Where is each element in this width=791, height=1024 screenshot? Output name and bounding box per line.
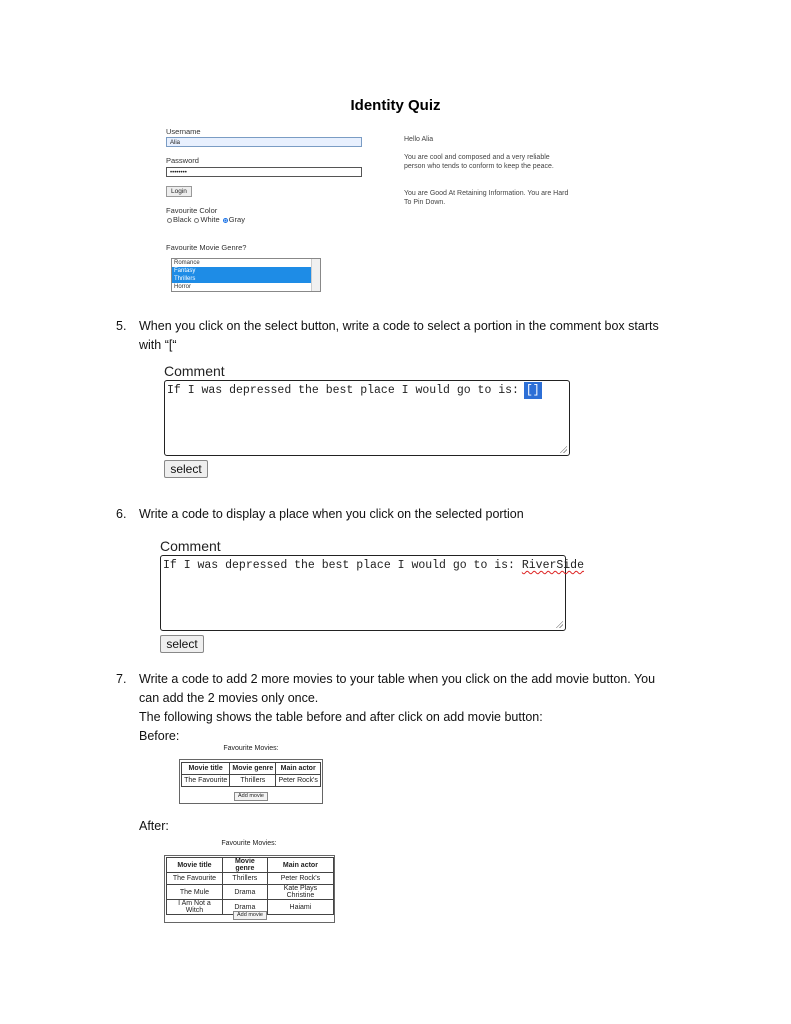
q6-comment-textarea[interactable] (160, 555, 584, 631)
q7-number: 7. (116, 672, 127, 686)
before-table-container (179, 759, 323, 804)
table-header: Movie title (167, 858, 223, 873)
table-cell: The Mule (167, 885, 223, 900)
q5-text-line1: When you click on the select button, write a code to select a portion in the comment box starts (139, 319, 659, 333)
table-header: Main actor (267, 858, 333, 873)
after-table-caption: Favourite Movies: (221, 840, 277, 847)
username-input[interactable]: Alia (166, 137, 362, 147)
table-row (167, 873, 334, 885)
result-text-2: You are Good At Retaining Information. You are Hard To Pin Down. (404, 190, 569, 206)
table-header: Movie title (182, 763, 230, 775)
after-add-movie-button[interactable]: Add movie (233, 911, 267, 920)
quiz-title: Identity Quiz (350, 97, 441, 114)
genre-label: Favourite Movie Genre? (166, 243, 247, 252)
color-radio-group (166, 215, 245, 224)
table-cell: I Am Not a Witch (167, 900, 223, 915)
resize-grip-icon[interactable] (559, 445, 567, 453)
table-row (182, 775, 321, 787)
before-movies-table (181, 762, 321, 787)
radio-gray-label: Gray (228, 215, 245, 224)
table-cell: The Favourite (182, 775, 230, 787)
listbox-scrollbar[interactable] (311, 259, 320, 291)
before-add-movie-button[interactable]: Add movie (234, 792, 268, 801)
q6-comment-text: If I was depressed the best place I would go to is: (163, 559, 522, 572)
username-label: Username (166, 127, 201, 136)
q6-select-button[interactable]: select (160, 635, 204, 653)
radio-white[interactable] (194, 218, 199, 223)
table-header: Main actor (276, 763, 321, 775)
table-row (167, 885, 334, 900)
radio-black-label: Black (173, 215, 192, 224)
table-cell: Thrillers (222, 873, 267, 885)
q5-select-button[interactable]: select (164, 460, 208, 478)
q6-text: Write a code to display a place when you click on the selected portion (139, 507, 524, 521)
table-cell: Peter Rock's (276, 775, 321, 787)
q5-text-line2: with “[“ (139, 338, 177, 352)
q5-comment-text: If I was depressed the best place I would go to is: (167, 384, 526, 397)
hello-text: Hello Alia (404, 136, 434, 143)
result-text-1: You are cool and composed and a very reliable person who tends to conform to keep the peace. (404, 154, 554, 170)
table-cell: Thrillers (230, 775, 276, 787)
q7-text-line2: can add the 2 movies only once. (139, 691, 319, 705)
table-cell: Haiami (267, 900, 333, 915)
q6-number: 6. (116, 507, 127, 521)
q6-place-text[interactable]: RiverSide (521, 559, 584, 572)
q5-comment-label: Comment (164, 363, 225, 379)
q5-number: 5. (116, 319, 127, 333)
genre-option[interactable]: Fantasy (172, 267, 312, 275)
genre-option[interactable]: Romance (174, 260, 200, 266)
radio-white-label: White (200, 215, 220, 224)
resize-grip-icon[interactable] (555, 620, 563, 628)
genre-option[interactable]: Horror (174, 284, 192, 290)
q7-after-label: After: (139, 819, 169, 833)
table-cell: Drama (222, 900, 267, 915)
q7-text-line3: The following shows the table before and after click on add movie button: (139, 710, 543, 724)
password-input[interactable]: •••••••• (166, 167, 362, 177)
q7-before-label: Before: (139, 729, 180, 743)
radio-black[interactable] (167, 218, 172, 223)
password-label: Password (166, 156, 199, 165)
table-header: Movie genre (230, 763, 276, 775)
q5-comment-textarea[interactable] (164, 380, 570, 456)
before-table-caption: Favourite Movies: (223, 745, 279, 752)
q5-selected-portion[interactable]: [] (525, 384, 540, 397)
table-cell: Peter Rock's (267, 873, 333, 885)
after-movies-table (166, 857, 334, 915)
genre-option[interactable]: Thrillers (172, 275, 312, 283)
radio-gray[interactable] (223, 218, 228, 223)
login-button[interactable]: Login (166, 186, 192, 197)
table-cell: The Favourite (167, 873, 223, 885)
q6-comment-label: Comment (160, 538, 221, 554)
color-label: Favourite Color (166, 206, 218, 215)
table-cell: Kate Plays Christine (267, 885, 333, 900)
table-header: Movie genre (222, 858, 267, 873)
q7-text-line1: Write a code to add 2 more movies to your table when you click on the add movie button. You (139, 672, 656, 686)
table-cell: Drama (222, 885, 267, 900)
genre-listbox[interactable] (171, 258, 321, 292)
after-table-container (164, 855, 335, 923)
